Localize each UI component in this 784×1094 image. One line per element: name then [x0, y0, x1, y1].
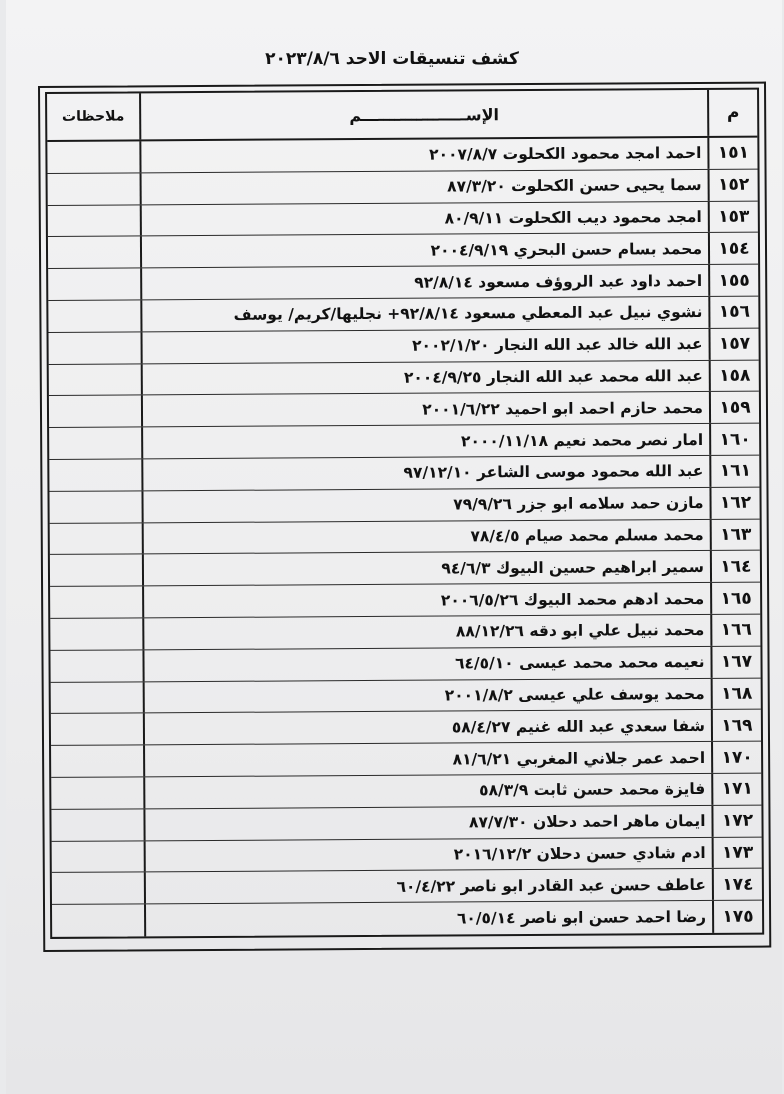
row-name: عاطف حسن عبد القادر ابو ناصر ٦٠/٤/٢٢: [144, 869, 712, 903]
document-title: كشف تنسيقات الاحد ٢٠٢٣/٨/٦: [265, 49, 519, 69]
row-number: ١٦٢: [709, 487, 759, 518]
row-notes: [48, 269, 140, 300]
row-number: ١٧١: [711, 774, 761, 805]
table-row: [49, 487, 759, 523]
row-number: ١٥٢: [708, 169, 758, 200]
row-number: ١٦٦: [710, 615, 760, 646]
header-notes: ملاحظات: [61, 108, 125, 125]
names-table: [45, 88, 764, 939]
row-notes: [48, 205, 140, 236]
row-number: ١٦٨: [711, 678, 761, 709]
row-notes: [49, 428, 141, 459]
row-number: ١٧٥: [712, 901, 762, 933]
row-number: ١٦٠: [709, 424, 759, 455]
row-number: ١٦٤: [710, 551, 760, 582]
table-row: [48, 233, 758, 269]
row-name: ادم شادي حسن دحلان ٢٠١٦/١٢/٢: [144, 837, 712, 871]
row-notes: [52, 904, 144, 936]
row-number: ١٧٠: [711, 742, 761, 773]
row-name: سمير ابراهيم حسين البيوك ٩٤/٦/٣: [142, 551, 710, 585]
row-notes: [50, 523, 142, 554]
row-name: محمد ادهم محمد البيوك ٢٠٠٦/٥/٢٦: [142, 583, 710, 617]
table-row: [52, 869, 762, 905]
row-name: محمد نبيل علي ابو دقه ٨٨/١٢/٢٦: [142, 615, 710, 649]
row-notes: [48, 237, 140, 268]
header-number: م: [707, 90, 757, 136]
row-name: احمد داود عبد الروؤف مسعود ٩٢/٨/١٤: [140, 265, 708, 299]
row-number: ١٧٢: [711, 805, 761, 836]
row-notes: [47, 141, 139, 172]
row-number: ١٧٣: [712, 837, 762, 868]
row-number: ١٥١: [707, 138, 757, 169]
table-row: [48, 265, 758, 301]
row-number: ١٥٧: [708, 328, 758, 359]
row-name: احمد امجد محمود الكحلوت ٢٠٠٧/٨/٧: [139, 138, 707, 172]
row-name: عبد الله محمد عبد الله النجار ٢٠٠٤/٩/٢٥: [141, 360, 709, 394]
row-notes: [49, 491, 141, 522]
table-row: [48, 201, 758, 237]
row-name: شفا سعدي عبد الله غنيم ٥٨/٤/٢٧: [143, 710, 711, 744]
row-name: نعيمه محمد محمد عيسى ٦٤/٥/١٠: [142, 647, 710, 681]
table-row: [50, 551, 760, 587]
row-notes: [50, 618, 142, 649]
row-name: سما يحيى حسن الكحلوت ٨٧/٣/٢٠: [140, 170, 708, 204]
table-row: [48, 297, 758, 333]
row-notes: [49, 364, 141, 395]
header-name: الإســـــــــــــــــــم: [139, 90, 707, 139]
table-row: [49, 328, 759, 364]
row-number: ١٥٨: [709, 360, 759, 391]
row-name: فايزة محمد حسن ثابت ٥٨/٣/٩: [143, 774, 711, 808]
row-notes: [48, 173, 140, 204]
table-row: [51, 774, 761, 810]
table-row: [51, 678, 761, 714]
table-row: [49, 456, 759, 492]
row-number: ١٧٤: [712, 869, 762, 900]
row-number: ١٦٣: [710, 519, 760, 550]
row-notes: [52, 873, 144, 904]
row-name: نشوي نبيل عبد المعطي مسعود ٩٢/٨/١٤+ نجليها/كريم/ يوسف: [140, 297, 708, 331]
row-name: محمد يوسف علي عيسى ٢٠٠١/٨/٢: [143, 678, 711, 712]
row-name: رضا احمد حسن ابو ناصر ٦٠/٥/١٤: [144, 901, 712, 936]
row-notes: [50, 650, 142, 681]
table-row: [49, 424, 759, 460]
row-notes: [48, 300, 140, 331]
table-row: [52, 901, 762, 937]
table-body: [47, 138, 762, 937]
row-notes: [49, 396, 141, 427]
row-number: ١٦٩: [711, 710, 761, 741]
row-number: ١٦٥: [710, 583, 760, 614]
row-number: ١٦١: [709, 456, 759, 487]
row-number: ١٦٧: [710, 646, 760, 677]
table-frame: [38, 82, 771, 952]
row-name: عبد الله خالد عبد الله النجار ٢٠٠٢/١/٢٠: [141, 329, 709, 363]
row-name: مازن حمد سلامه ابو جزر ٧٩/٩/٢٦: [141, 488, 709, 522]
row-name: ايمان ماهر احمد دحلان ٨٧/٧/٣٠: [143, 806, 711, 840]
row-name: امار نصر محمد نعيم ٢٠٠٠/١١/١٨: [141, 424, 709, 458]
table-row: [50, 646, 760, 682]
row-notes: [51, 809, 143, 840]
row-notes: [49, 459, 141, 490]
row-notes: [50, 587, 142, 618]
row-name: عبد الله محمود موسى الشاعر ٩٧/١٢/١٠: [141, 456, 709, 490]
row-notes: [52, 841, 144, 872]
row-name: محمد مسلم محمد صيام ٧٨/٤/٥: [142, 519, 710, 553]
table-row: [49, 392, 759, 428]
row-number: ١٥٤: [708, 233, 758, 264]
table-row: [52, 837, 762, 873]
table-row: [49, 360, 759, 396]
row-notes: [51, 682, 143, 713]
table-row: [51, 805, 761, 841]
row-number: ١٥٣: [708, 201, 758, 232]
table-row: [50, 583, 760, 619]
row-notes: [51, 746, 143, 777]
row-name: امجد محمود ديب الكحلوت ٨٠/٩/١١: [140, 202, 708, 236]
table-row: [51, 710, 761, 746]
row-number: ١٥٥: [708, 265, 758, 296]
table-row: [47, 138, 757, 174]
row-number: ١٥٩: [709, 392, 759, 423]
table-row: [50, 519, 760, 555]
table-row: [50, 615, 760, 651]
row-number: ١٥٦: [708, 297, 758, 328]
row-name: احمد عمر جلاني المغربي ٨١/٦/٢١: [143, 742, 711, 776]
table-header-row: [47, 90, 757, 142]
row-notes: [50, 555, 142, 586]
table-row: [51, 742, 761, 778]
row-notes: [49, 332, 141, 363]
row-notes: [51, 777, 143, 808]
table-row: [48, 169, 758, 205]
row-notes: [51, 714, 143, 745]
row-name: محمد حازم احمد ابو احميد ٢٠٠١/٦/٢٢: [141, 392, 709, 426]
row-name: محمد بسام حسن البحري ٢٠٠٤/٩/١٩: [140, 233, 708, 267]
